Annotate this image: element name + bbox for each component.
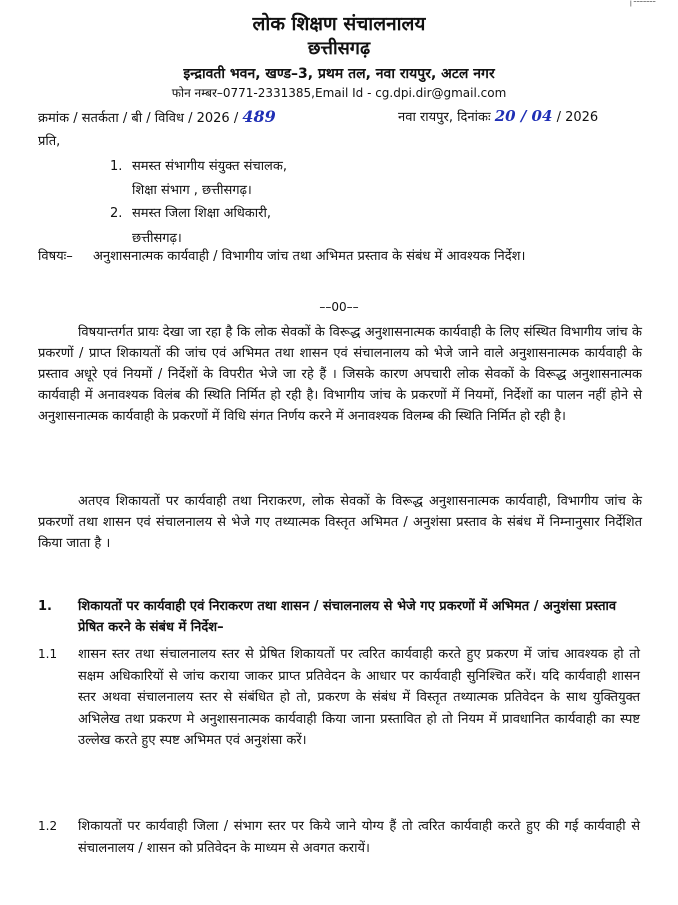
sub-item-number: 1.2: [38, 819, 58, 833]
subject-label: विषयः–: [38, 249, 73, 264]
sub-item-text: शासन स्तर तथा संचालनालय स्तर से प्रेषित शिकायतों पर त्वरित कार्यवाही करते हुए प्रकरण में जांच आवश्यक हो तो सक्षम अधिकारियों से जांच कराया जाकर प्राप्त प्रतिवेदन के आधार पर कार्यवाही सुनिश्चित करें। यदि कार्यवाही शासन स्तर अथवा संचालनालय स्तर से संबंधित हो तो, प्रकरण के संबंध में विस्तृत तथ्यात्मक प्रतिवेदन के साथ युक्तियुक्त अभिलेख तथा प्रकरण मे अनुशासनात्मक कार्यवाही किया जाना प्रस्तावित हो तो नियम में प्रावधानित कार्यवाही का स्पष्ट उल्लेख करते हुए स्पष्ट अभिमत एवं अनुशंसा करें।: [78, 647, 640, 748]
date-line: [398, 107, 598, 125]
recipient-line2: छत्तीसगढ़।: [132, 231, 182, 246]
sub-item-1-1: [38, 644, 646, 752]
section-heading-text: शिकायतों पर कार्यवाही एवं निराकरण तथा शासन / संचालनालय से भेजे गए प्रकरणों में अभिमत / अनुशंसा प्रस्ताव प्रेषित करने के संबंध में निर्देश–: [78, 599, 617, 635]
section-number: 1.: [38, 599, 52, 614]
sub-item-1-2: [38, 816, 646, 859]
reference-number: 489: [242, 107, 276, 126]
recipient-line1: समस्त संभागीय संयुक्त संचालक,: [132, 159, 287, 174]
date-year: / 2026: [556, 110, 599, 125]
recipients-to-label: प्रति,: [38, 134, 61, 149]
sub-item-text: शिकायतों पर कार्यवाही जिला / संभाग स्तर पर किये जाने योग्य हैं तो त्वरित कार्यवाही करते हुए की गई कार्यवाही से संचालनालय / शासन को प्रतिवेदन के माध्यम से अवगत करायें।: [78, 819, 640, 856]
recipient-item: 2. समस्त जिला शिक्षा अधिकारी,: [110, 206, 271, 221]
body-paragraph-1: विषयान्तर्गत प्रायः देखा जा रहा है कि लोक सेवकों के विरूद्ध अनुशासनात्मक कार्यवाही के लिए संस्थित विभागीय जांच के प्रकरणों / प्राप्त शिकायतों की जांच एवं अभिमत तथा शासन एवं संचालनालय को भेजे जाने वाले अनुशासनात्मक कार्यवाही के प्रस्ताव अधूरे एवं नियमों / निर्देशों के विपरीत भेजे जा रहे हैं । जिसके कारण अपचारी लोक सेवकों के विरूद्ध अनुशासनात्मक कार्यवाही में अनावश्यक विलंब की स्थिति निर्मित हो रही है। विभागीय जांच के प्रकरणों में नियमों, निर्देशों का पालन नहीं होने से अनुशासनात्मक कार्यवाही के प्रकरणों में विधि संगत निर्णय करने में अनावश्यक विलम्ब की स्थिति निर्मित हो रही है।: [38, 325, 642, 424]
reference-prefix: क्रमांक / सतर्कता / बी / विविध / 2026 /: [38, 111, 239, 126]
recipient-item: 1. समस्त संभागीय संयुक्त संचालक,: [110, 159, 287, 174]
office-address: इन्द्रावती भवन, खण्ड–3, प्रथम तल, नवा रायपुर, अटल नगर: [183, 66, 495, 82]
body-paragraph-2: अतएव शिकायतों पर कार्यवाही तथा निराकरण, लोक सेवकों के विरूद्ध अनुशासनात्मक कार्यवाही, विभागीय जांच के प्रकरणों तथा शासन एवं संचालनालय से भेजे गए तथ्यात्मक विस्तृत अभिमत / अनुशंसा प्रस्ताव के संबंध में निम्नानुसार निर्देशित किया जाता है ।: [38, 494, 642, 551]
state-title: छत्तीसगढ़: [307, 38, 371, 59]
office-title: लोक शिक्षण संचालनालय: [252, 13, 426, 35]
place-date-label: नवा रायपुर, दिनांकः: [398, 110, 491, 125]
divider: ––00––: [319, 300, 359, 314]
subject-text: अनुशासनात्मक कार्यवाही / विभागीय जांच तथा अभिमत प्रस्ताव के संबंध में आवश्यक निर्देश।: [93, 249, 526, 264]
subject: [38, 246, 646, 267]
recipient-line1: समस्त जिला शिक्षा अधिकारी,: [132, 206, 271, 221]
handwritten-date: 20 / 04: [494, 107, 553, 125]
corner-mark: ╷ ̵ ̵ ̵ ̵ ̵ ̵ ̵: [627, 0, 656, 7]
section-1-heading: [38, 596, 646, 638]
recipient-line2: शिक्षा संभाग , छत्तीसगढ़।: [132, 183, 252, 198]
sub-item-number: 1.1: [38, 647, 58, 661]
reference-line: [38, 107, 276, 126]
office-contact: फोन नम्बर–0771-2331385,Email Id - cg.dpi.dir@gmail.com: [171, 86, 507, 100]
